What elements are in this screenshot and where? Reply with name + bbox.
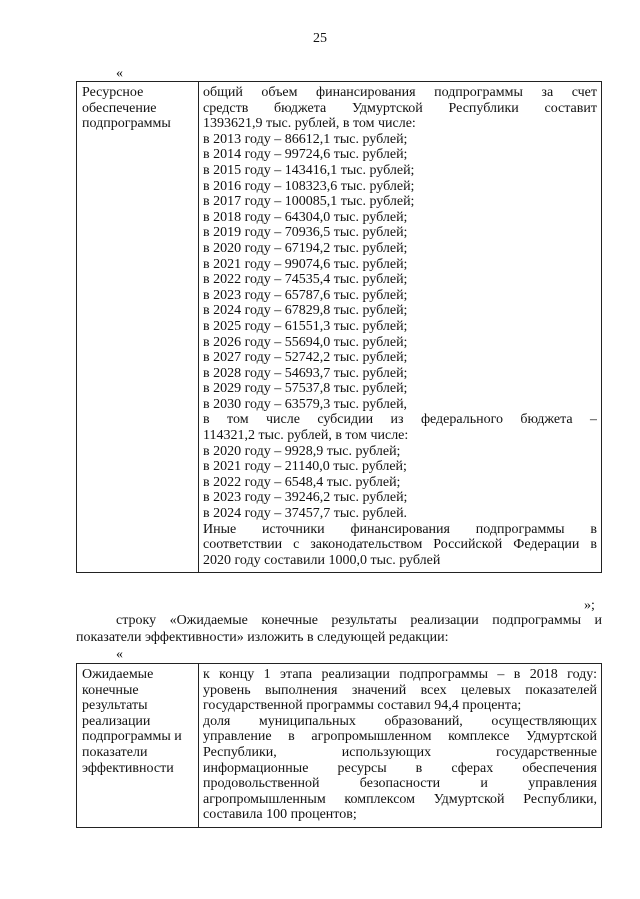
instruction-paragraph-cont [76, 629, 602, 646]
instruction-paragraph [116, 612, 602, 629]
funding-year-2021: в 2021 году – 99074,6 тыс. рублей; [203, 256, 408, 272]
funding-year-2026: в 2026 году – 55694,0 тыс. рублей; [203, 334, 408, 350]
results-line: Республики, использующих государственные [203, 744, 597, 760]
results-table [76, 663, 602, 828]
results-line: информационные ресурсы в сферах обеспечения [203, 760, 597, 776]
funding-year-2015: в 2015 году – 143416,1 тыс. рублей; [203, 162, 415, 178]
funding-year-2027: в 2027 году – 52742,2 тыс. рублей; [203, 350, 408, 366]
funding-year-2025: в 2025 году – 61551,3 тыс. рублей; [203, 318, 408, 334]
funding-year-2014: в 2014 году – 99724,6 тыс. рублей; [203, 147, 408, 163]
resource-label-line: обеспечение [82, 100, 157, 116]
page-number: 25 [313, 31, 327, 46]
funding-year-2029: в 2029 году – 57537,8 тыс. рублей; [203, 381, 408, 397]
funding-year-2020: в 2020 году – 67194,2 тыс. рублей; [203, 240, 408, 256]
open-quote-2: « [116, 647, 123, 662]
federal-year-2024: в 2024 году – 37457,7 тыс. рублей. [203, 506, 408, 522]
results-label-line: конечные [82, 682, 139, 698]
results-line: агропромышленным комплексом Удмуртской Республики, [203, 791, 597, 807]
federal-year-2021: в 2021 году – 21140,0 тыс. рублей; [203, 459, 407, 475]
results-label-line: реализации [82, 713, 151, 729]
other-sources-line: соответствии с законодательством Российской Федерации в [203, 537, 597, 553]
results-line: государственной программы составил 94,4 процента; [203, 698, 522, 714]
funding-year-2030: в 2030 году – 63579,3 тыс. рублей, [203, 396, 408, 412]
funding-intro-line: средств бюджета Удмуртской Республики составит [203, 100, 597, 116]
results-label-line: эффективности [82, 760, 174, 776]
federal-subsidy-total: 114321,2 тыс. рублей, в том числе: [203, 428, 409, 444]
resource-label-line: подпрограммы [82, 116, 171, 132]
results-label-cell [77, 664, 199, 828]
results-line: управление в агропромышленном комплексе Удмуртской [203, 729, 597, 745]
funding-year-2018: в 2018 году – 64304,0 тыс. рублей; [203, 209, 408, 225]
other-sources-total: 2020 году составили 1000,0 тыс. рублей [203, 552, 441, 568]
instruction-line: строку «Ожидаемые конечные результаты реализации подпрограммы и [116, 613, 602, 628]
results-value-cell [199, 664, 602, 828]
resource-label-cell [77, 82, 199, 573]
funding-year-2017: в 2017 году – 100085,1 тыс. рублей; [203, 194, 415, 210]
funding-year-2019: в 2019 году – 70936,5 тыс. рублей; [203, 225, 408, 241]
results-label-line: результаты [82, 698, 148, 714]
resource-label-line: Ресурсное [82, 85, 144, 100]
funding-year-2024: в 2024 году – 67829,8 тыс. рублей; [203, 303, 408, 319]
federal-year-2023: в 2023 году – 39246,2 тыс. рублей; [203, 490, 408, 506]
instruction-line: показатели эффективности» изложить в следующей редакции: [76, 630, 449, 645]
results-label-line: Ожидаемые [82, 667, 154, 682]
funding-year-2016: в 2016 году – 108323,6 тыс. рублей; [203, 178, 415, 194]
funding-year-2023: в 2023 году – 65787,6 тыс. рублей; [203, 287, 408, 303]
resource-table [76, 81, 602, 573]
funding-year-2028: в 2028 году – 54693,7 тыс. рублей; [203, 365, 408, 381]
results-line: продовольственной безопасности и управления [203, 776, 597, 792]
results-line: доля муниципальных образований, осуществляющих [203, 713, 597, 729]
results-label-line: показатели [82, 744, 148, 760]
funding-intro-line: общий объем финансирования подпрограммы за счет [203, 85, 597, 100]
funding-year-2013: в 2013 году – 86612,1 тыс. рублей; [203, 131, 408, 147]
other-sources-line: Иные источники финансирования подпрограммы в [203, 521, 597, 537]
results-line: уровень выполнения значений всех целевых показателей [203, 682, 597, 698]
results-line: к концу 1 этапа реализации подпрограммы – в 2018 году: [203, 667, 597, 682]
open-quote-1: « [116, 66, 123, 81]
close-quote: »; [584, 598, 595, 613]
federal-year-2022: в 2022 году – 6548,4 тыс. рублей; [203, 474, 401, 490]
results-line: составила 100 процентов; [203, 807, 357, 823]
federal-year-2020: в 2020 году – 9928,9 тыс. рублей; [203, 443, 401, 459]
federal-subsidy-line: в том числе субсидии из федерального бюджета – [203, 412, 597, 428]
results-label-line: подпрограммы и [82, 729, 182, 745]
resource-value-cell [199, 82, 602, 573]
funding-total: 1393621,9 тыс. рублей, в том числе: [203, 116, 416, 132]
funding-year-2022: в 2022 году – 74535,4 тыс. рублей; [203, 272, 408, 288]
